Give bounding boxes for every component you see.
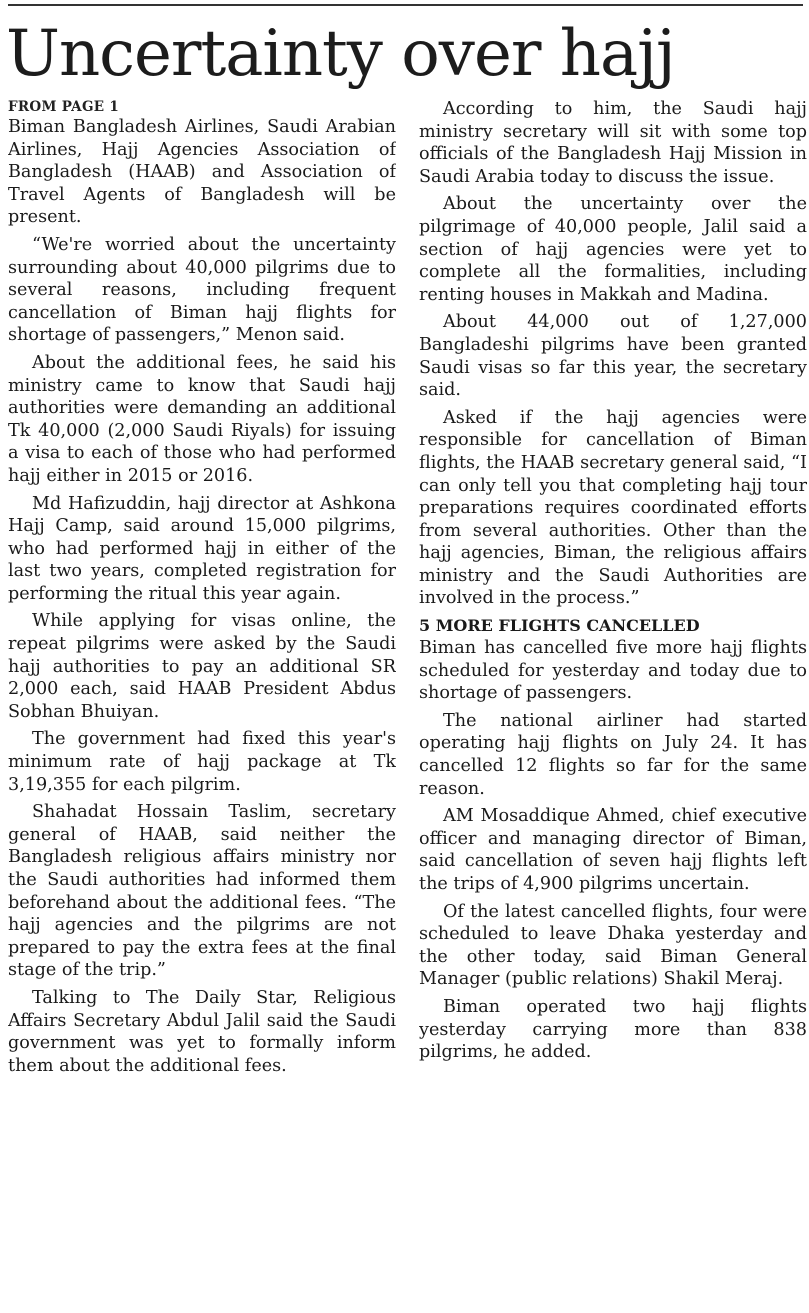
paragraph: The government had fixed this year's minimum rate of hajj package at Tk 3,19,355 for each pilgrim.: [8, 729, 396, 795]
paragraph: While applying for visas online, the repeat pilgrims were asked by the Saudi hajj authorities to pay an additional SR 2,000 each, said HAAB President Abdus Sobhan Bhuiyan.: [8, 611, 396, 722]
paragraph: Talking to The Daily Star, Religious Affairs Secretary Abdul Jalil said the Saudi government was yet to formally inform them about the additional fees.: [8, 987, 396, 1076]
subhead: 5 MORE FLIGHTS CANCELLED: [419, 616, 700, 636]
left-column: [8, 98, 396, 1308]
paragraph: Biman operated two hajj flights yesterday carrying more than 838 pilgrims, he added.: [419, 996, 807, 1063]
paragraph: The national airliner had started operating hajj flights on July 24. It has cancelled 12 flights so far for the same reason.: [419, 710, 807, 799]
paragraph: Shahadat Hossain Taslim, secretary general of HAAB, said neither the Bangladesh religious affairs ministry nor the Saudi authorities had informed them beforehand about the additional fees. “The hajj agencies and the pilgrims are not prepared to pay the extra fees at the final stage of the trip.”: [8, 802, 396, 981]
paragraph: “We're worried about the uncertainty surrounding about 40,000 pilgrims due to several reasons, including frequent cancellation of Biman hajj flights for shortage of passengers,” Menon said.: [8, 234, 396, 346]
paragraph: Asked if the hajj agencies were responsible for cancellation of Biman flights, the HAAB secretary general said, “I can only tell you that completing hajj tour preparations requires coordinated efforts from several authorities. Other than the hajj agencies, Biman, the religious affairs ministry and the Saudi Authorities are involved in the process.”: [419, 407, 807, 609]
headline: Uncertainty over hajj: [6, 17, 675, 91]
top-rule: [8, 4, 803, 6]
right-column: [419, 98, 807, 1308]
paragraph: Of the latest cancelled flights, four were scheduled to leave Dhaka yesterday and the other today, said Biman General Manager (public relations) Shakil Meraj.: [419, 901, 807, 990]
paragraph: AM Mosaddique Ahmed, chief executive officer and managing director of Biman, said cancellation of seven hajj flights left the trips of 4,900 pilgrims uncertain.: [419, 806, 807, 894]
paragraph: About the additional fees, he said his ministry came to know that Saudi hajj authorities were demanding an additional Tk 40,000 (2,000 Saudi Riyals) for issuing a visa to each of those who had performed hajj either in 2015 or 2016.: [8, 352, 396, 486]
paragraph: According to him, the Saudi hajj ministry secretary will sit with some top officials of the Bangladesh Hajj Mission in Saudi Arabia today to discuss the issue.: [419, 99, 807, 187]
paragraph: Md Hafizuddin, hajj director at Ashkona Hajj Camp, said around 15,000 pilgrims, who had performed hajj in either of the last two years, completed registration for performing the ritual this year again.: [8, 493, 396, 604]
paragraph: Biman has cancelled five more hajj flights scheduled for yesterday and today due to shortage of passengers.: [419, 638, 807, 704]
paragraph: About the uncertainty over the pilgrimage of 40,000 people, Jalil said a section of hajj agencies were yet to complete all the formalities, including renting houses in Makkah and Madina.: [419, 194, 807, 305]
paragraph: About 44,000 out of 1,27,000 Bangladeshi pilgrims have been granted Saudi visas so far this year, the secretary said.: [419, 312, 807, 401]
paragraph: Biman Bangladesh Airlines, Saudi Arabian Airlines, Hajj Agencies Association of Bangladesh (HAAB) and Association of Travel Agents of Bangladesh will be present.: [8, 117, 396, 228]
kicker: FROM PAGE 1: [8, 99, 120, 115]
